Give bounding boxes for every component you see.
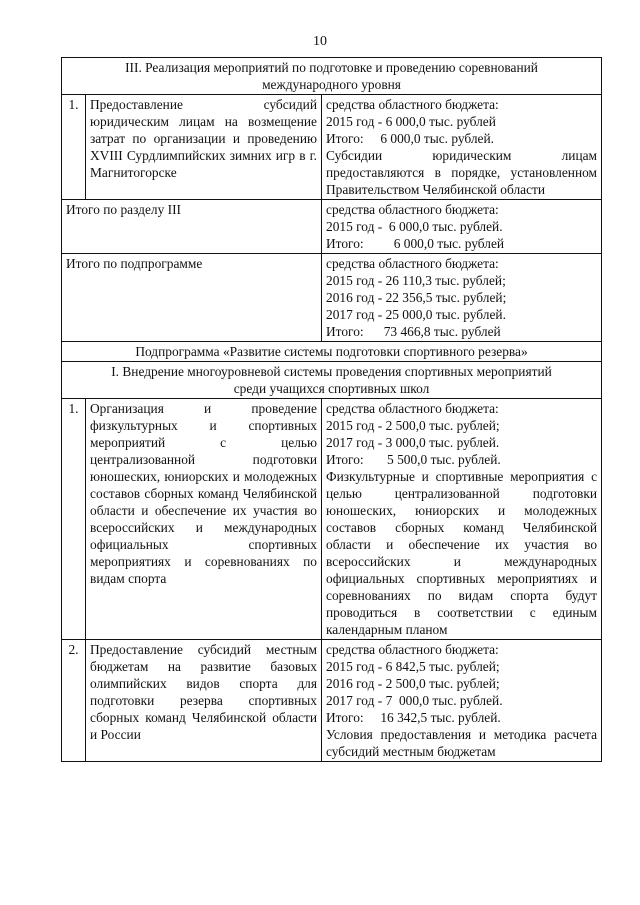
- section-total-funding: средства областного бюджета: 2015 год - 6 000,0 тыс. рублей. Итого: 6 000,0 тыс. рублей: [322, 200, 602, 254]
- item-number: 1.: [62, 399, 86, 640]
- section-1-title: I. Внедрение многоуровневой системы проведения спортивных мероприятий среди учащихся спортивных школ: [62, 362, 602, 399]
- item-description: Организация и проведение физкультурных и спортивных мероприятий с целью централизованной подготовки юношеских, юниорских и молодежных составов сборных команд Челябинской области и обеспечение их участия во всероссийских и международных официальных спортивных мероприятиях и соревнованиях по видам спорта: [86, 399, 322, 640]
- subprogram-total-row: [62, 254, 602, 342]
- funding-table: [61, 57, 602, 762]
- item-description: Предоставление субсидий местным бюджетам на развитие базовых олимпийских видов спорта для подготовки резерва спортивных сборных команд Челябинской области и России: [86, 640, 322, 762]
- section-header-row: [62, 58, 602, 95]
- subprogram-total-label: Итого по подпрограмме: [62, 254, 322, 342]
- page-number: 10: [313, 34, 327, 49]
- section-total-label: Итого по разделу III: [62, 200, 322, 254]
- item-funding: средства областного бюджета: 2015 год - 6 842,5 тыс. рублей; 2016 год - 2 500,0 тыс. рублей; 2017 год - 7 000,0 тыс. рублей. Итого: 16 342,5 тыс. рублей. Условия предоставления и методика расчета субсидий местным бюджетам: [322, 640, 602, 762]
- section-total-row: [62, 200, 602, 254]
- section-3-title: III. Реализация мероприятий по подготовке и проведению соревнований международного уровня: [62, 58, 602, 95]
- item-funding: средства областного бюджета: 2015 год - 6 000,0 тыс. рублей Итого: 6 000,0 тыс. рублей. Субсидии юридическим лицам предоставляются в порядке, установленном Правительством Челябинской области: [322, 95, 602, 200]
- subprogram-header-row: [62, 342, 602, 362]
- item-number: 1.: [62, 95, 86, 200]
- section-header-row: [62, 362, 602, 399]
- item-number: 2.: [62, 640, 86, 762]
- item-description: Предоставление субсидий юридическим лицам на возмещение затрат по организации и проведению XVIII Сурдлимпийских зимних игр в г. Магнитогорске: [86, 95, 322, 200]
- subprogram-title: Подпрограмма «Развитие системы подготовки спортивного резерва»: [62, 342, 602, 362]
- table-row: [62, 95, 602, 200]
- table-row: [62, 640, 602, 762]
- subprogram-total-funding: средства областного бюджета: 2015 год - 26 110,3 тыс. рублей; 2016 год - 22 356,5 тыс. рублей; 2017 год - 25 000,0 тыс. рублей. Итого: 73 466,8 тыс. рублей: [322, 254, 602, 342]
- item-funding: средства областного бюджета: 2015 год - 2 500,0 тыс. рублей; 2017 год - 3 000,0 тыс. рублей. Итого: 5 500,0 тыс. рублей. Физкультурные и спортивные мероприятия с целью централизованной подготовки юношеских, юниорских и молодежных составов сборных команд Челябинской области и обеспечение их участия во всероссийских и международных официальных спортивных мероприятиях и соревнованиях по видам спорта будут проводиться в соответствии с единым календарным планом: [322, 399, 602, 640]
- table-row: [62, 399, 602, 640]
